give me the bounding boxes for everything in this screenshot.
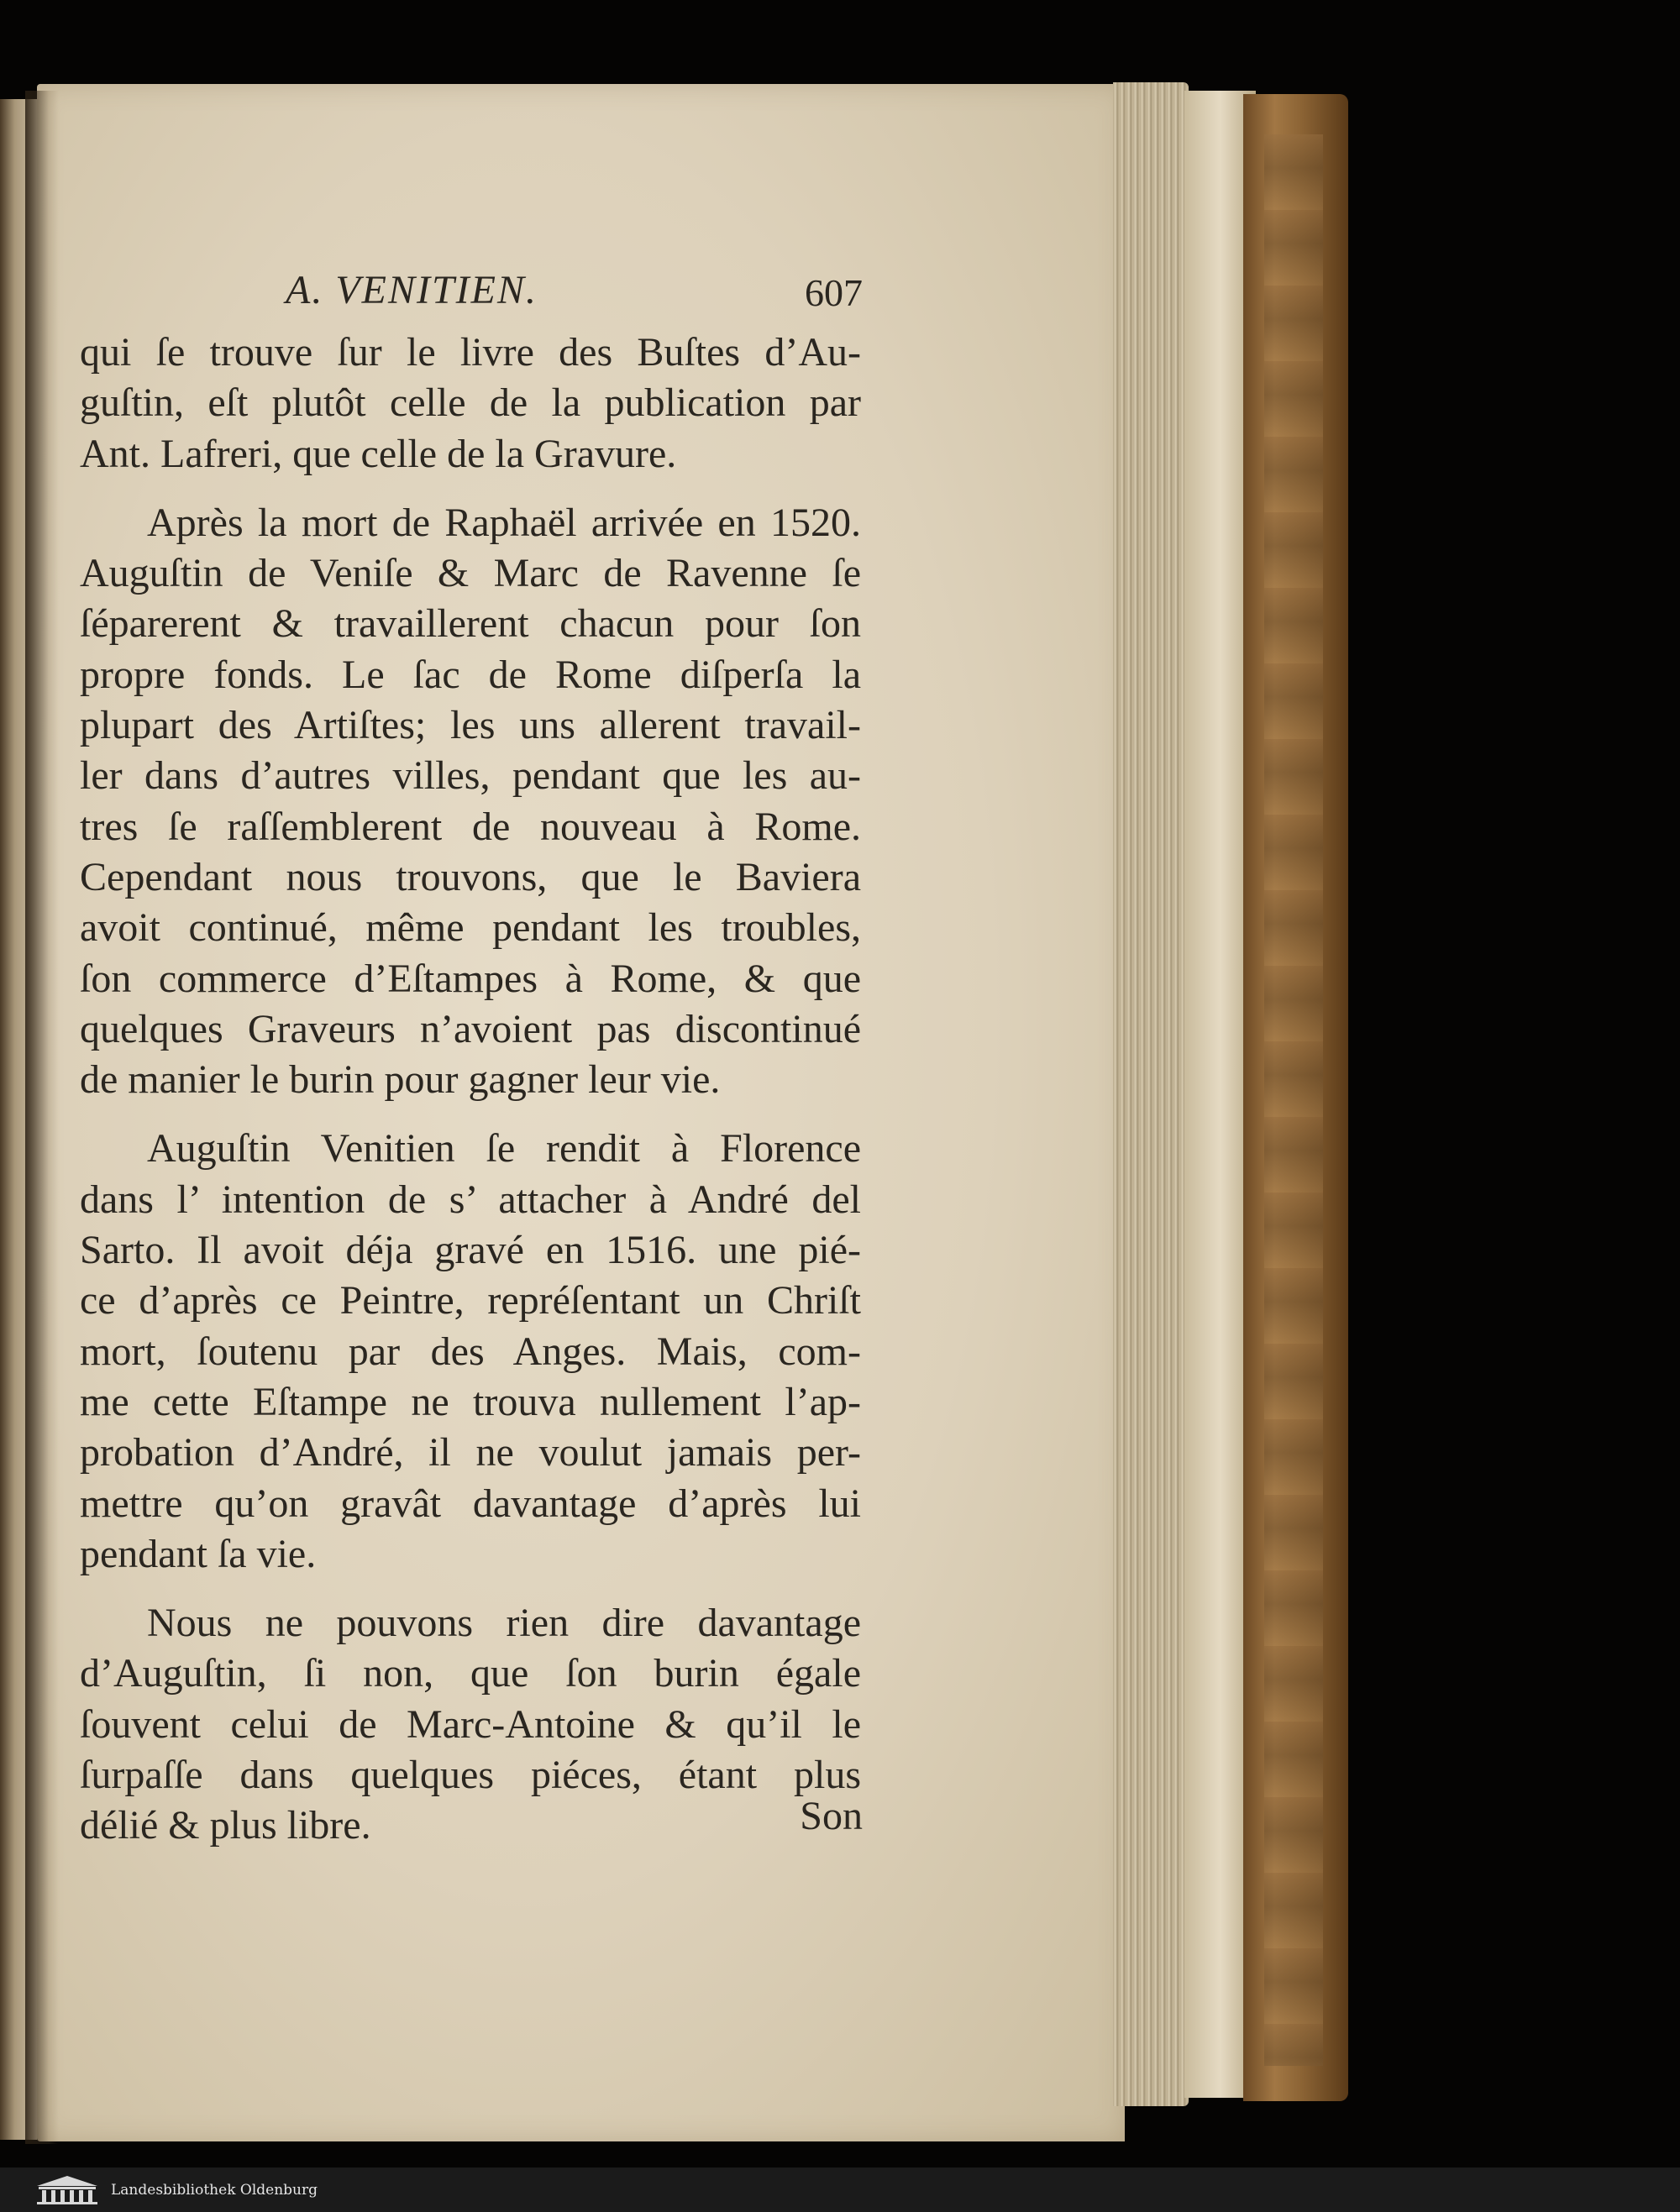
footer-bar (0, 2167, 1680, 2212)
text-line: Nous ne pouvons rien dire davantage (147, 1601, 861, 1646)
page-text (80, 252, 861, 1870)
text-line: Sarto. Il avoit déja gravé en 1516. une pié- (80, 1228, 861, 1273)
running-head: A. VENITIEN. (286, 268, 538, 312)
text-line: propre fonds. Le ſac de Rome diſperſa la (80, 652, 861, 697)
text-line: Cependant nous trouvons, que le Baviera (80, 854, 861, 899)
text-line: Ant. Lafreri, que celle de la Gravure. (80, 431, 677, 476)
text-line: Auguſtin de Veniſe & Marc de Ravenne ſe (80, 551, 861, 596)
text-line: mettre qu’on gravât davantage d’après lui (80, 1481, 861, 1526)
page-header (80, 252, 861, 328)
text-line: ſurpaſſe dans quelques piéces, étant plus (80, 1753, 861, 1798)
library-name: Landesbibliothek Oldenburg (111, 2181, 318, 2199)
text-line: guſtin, eſt plutôt celle de la publication par (80, 380, 861, 426)
paragraph-4 (80, 1598, 861, 1851)
page-gutter (25, 91, 59, 2144)
text-line: ſéparerent & travaillerent chacun pour ſon (80, 601, 861, 647)
text-line: avoit continué, même pendant les troubles, (80, 905, 861, 951)
text-line: Auguſtin Venitien ſe rendit à Florence (147, 1126, 861, 1172)
page-stack-edge (1113, 82, 1189, 2106)
cover-texture (1264, 134, 1323, 2066)
text-line: me cette Eſtampe ne trouva nullement l’ap- (80, 1379, 861, 1424)
text-line: ſon commerce d’Eſtampes à Rome, & que (80, 956, 861, 1001)
text-line: quelques Graveurs n’avoient pas discontinué (80, 1006, 861, 1051)
paragraph-2 (80, 498, 861, 1106)
text-line: ler dans d’autres villes, pendant que les au- (80, 753, 861, 799)
text-line: qui ſe trouve ſur le livre des Buſtes d’Au- (80, 330, 861, 375)
text-line: Après la mort de Raphaël arrivée en 1520. (147, 500, 861, 545)
text-line: délié & plus libre. (80, 1803, 371, 1848)
text-line: ſouvent celui de Marc-Antoine & qu’il le (80, 1701, 861, 1747)
library-building-icon (34, 2174, 101, 2206)
text-line: de manier le burin pour gagner leur vie. (80, 1057, 721, 1103)
text-line: dans l’ intention de s’ attacher à André del (80, 1177, 861, 1222)
page-number: 607 (805, 271, 863, 314)
paragraph-1 (80, 328, 861, 480)
text-line: d’Auguſtin, ſi non, que ſon burin égale (80, 1651, 861, 1696)
text-line: tres ſe raſſemblerent de nouveau à Rome. (80, 804, 861, 849)
text-line: mort, ſoutenu par des Anges. Mais, com- (80, 1329, 861, 1374)
catchword: Son (800, 1794, 863, 1838)
text-line: pendant ſa vie. (80, 1531, 317, 1576)
text-line: plupart des Artiſtes; les uns allerent travail- (80, 703, 861, 748)
text-line: probation d’André, il ne voulut jamais per- (80, 1430, 861, 1476)
text-line: ce d’après ce Peintre, repréſentant un Chriſt (80, 1278, 861, 1324)
paragraph-3 (80, 1124, 861, 1580)
